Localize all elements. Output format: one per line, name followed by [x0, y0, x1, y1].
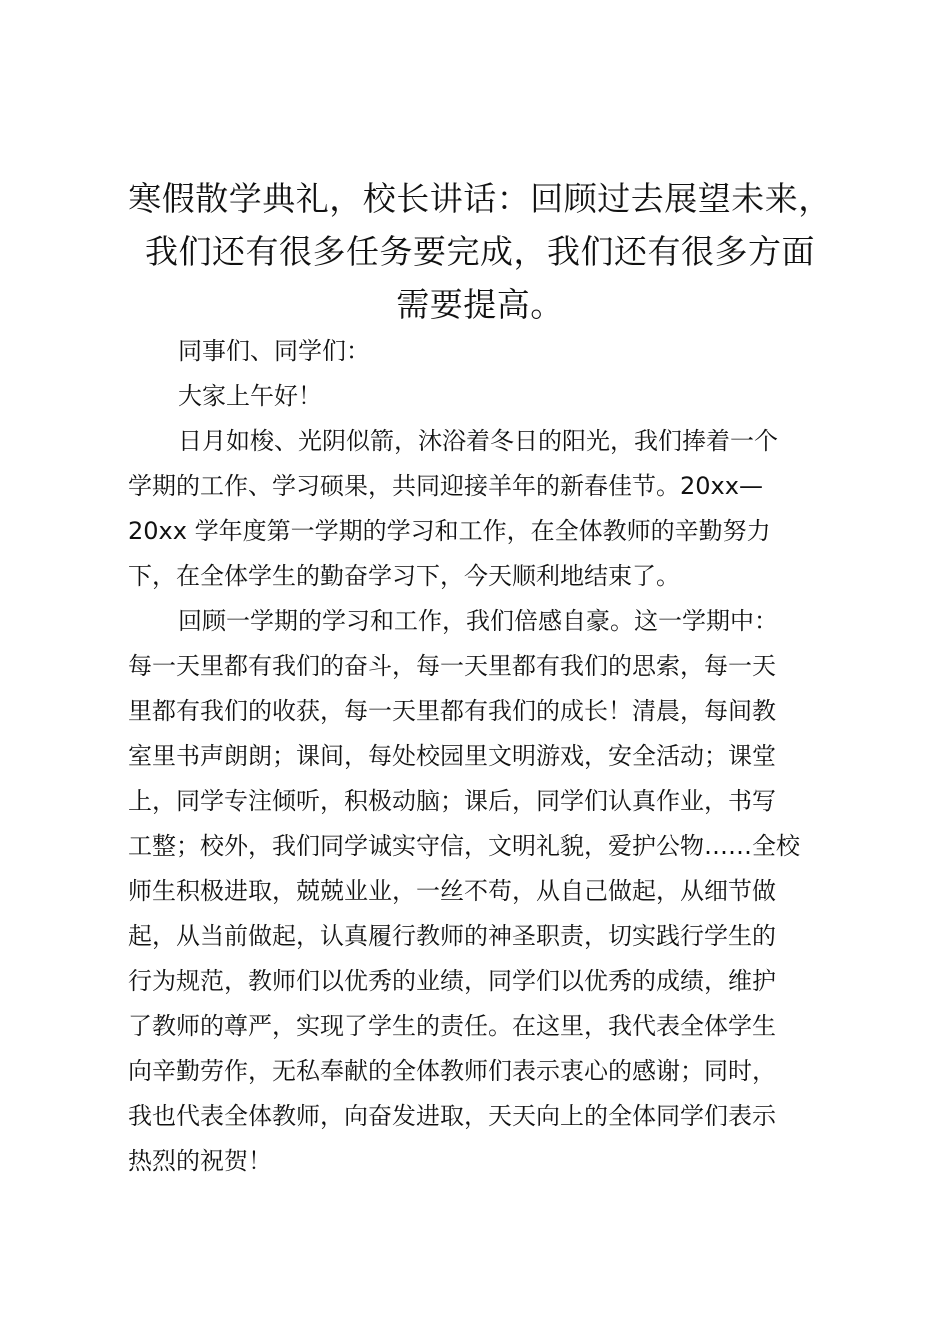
paragraph-line: 上，同学专注倾听，积极动脑；课后，同学们认真作业，书写 [128, 787, 776, 815]
paragraph-line: 行为规范，教师们以优秀的业绩，同学们以优秀的成绩，维护 [128, 967, 776, 995]
paragraph-line: 了教师的尊严，实现了学生的责任。在这里，我代表全体学生 [128, 1012, 776, 1040]
document-body [128, 329, 838, 1184]
paragraph-line: 师生积极进取，兢兢业业，一丝不苟，从自己做起，从细节做 [128, 877, 776, 905]
paragraph-line: 室里书声朗朗；课间，每处校园里文明游戏，安全活动；课堂 [128, 742, 776, 770]
paragraph-line: 日月如梭、光阴似箭，沐浴着冬日的阳光，我们捧着一个 [178, 427, 778, 455]
paragraph-line: 工整；校外，我们同学诚实守信，文明礼貌，爱护公物……全校 [128, 832, 800, 860]
paragraph-line: 学期的工作、学习硕果，共同迎接羊年的新春佳节。20xx— [128, 472, 763, 500]
title-line: 寒假散学典礼，校长讲话：回顾过去展望未来， [128, 179, 832, 218]
paragraph-line: 起，从当前做起，认真履行教师的神圣职责，切实践行学生的 [128, 922, 776, 950]
review-paragraph [128, 599, 838, 1184]
paragraph-line: 热烈的祝贺！ [128, 1147, 272, 1175]
paragraph-line: 回顾一学期的学习和工作，我们倍感自豪。这一学期中： [178, 607, 778, 635]
document-title [110, 172, 850, 331]
paragraph-line: 每一天里都有我们的奋斗，每一天里都有我们的思索，每一天 [128, 652, 776, 680]
paragraph-line: 20xx 学年度第一学期的学习和工作，在全体教师的辛勤努力 [128, 517, 771, 545]
paragraph-line: 我也代表全体教师，向奋发进取，天天向上的全体同学们表示 [128, 1102, 776, 1130]
intro-paragraph [128, 419, 838, 599]
paragraph-line: 向辛勤劳作，无私奉献的全体教师们表示衷心的感谢；同时， [128, 1057, 776, 1085]
paragraph-line: 下，在全体学生的勤奋学习下，今天顺利地结束了。 [128, 562, 680, 590]
title-line: 我们还有很多任务要完成，我们还有很多方面 [145, 232, 815, 271]
paragraph-line: 大家上午好！ [178, 382, 322, 410]
paragraph-line: 里都有我们的收获，每一天里都有我们的成长！清晨，每间教 [128, 697, 776, 725]
title-line: 需要提高。 [396, 285, 564, 324]
greeting-paragraph [128, 374, 838, 419]
paragraph-line: 同事们、同学们： [178, 337, 370, 365]
salutation-paragraph [128, 329, 838, 374]
